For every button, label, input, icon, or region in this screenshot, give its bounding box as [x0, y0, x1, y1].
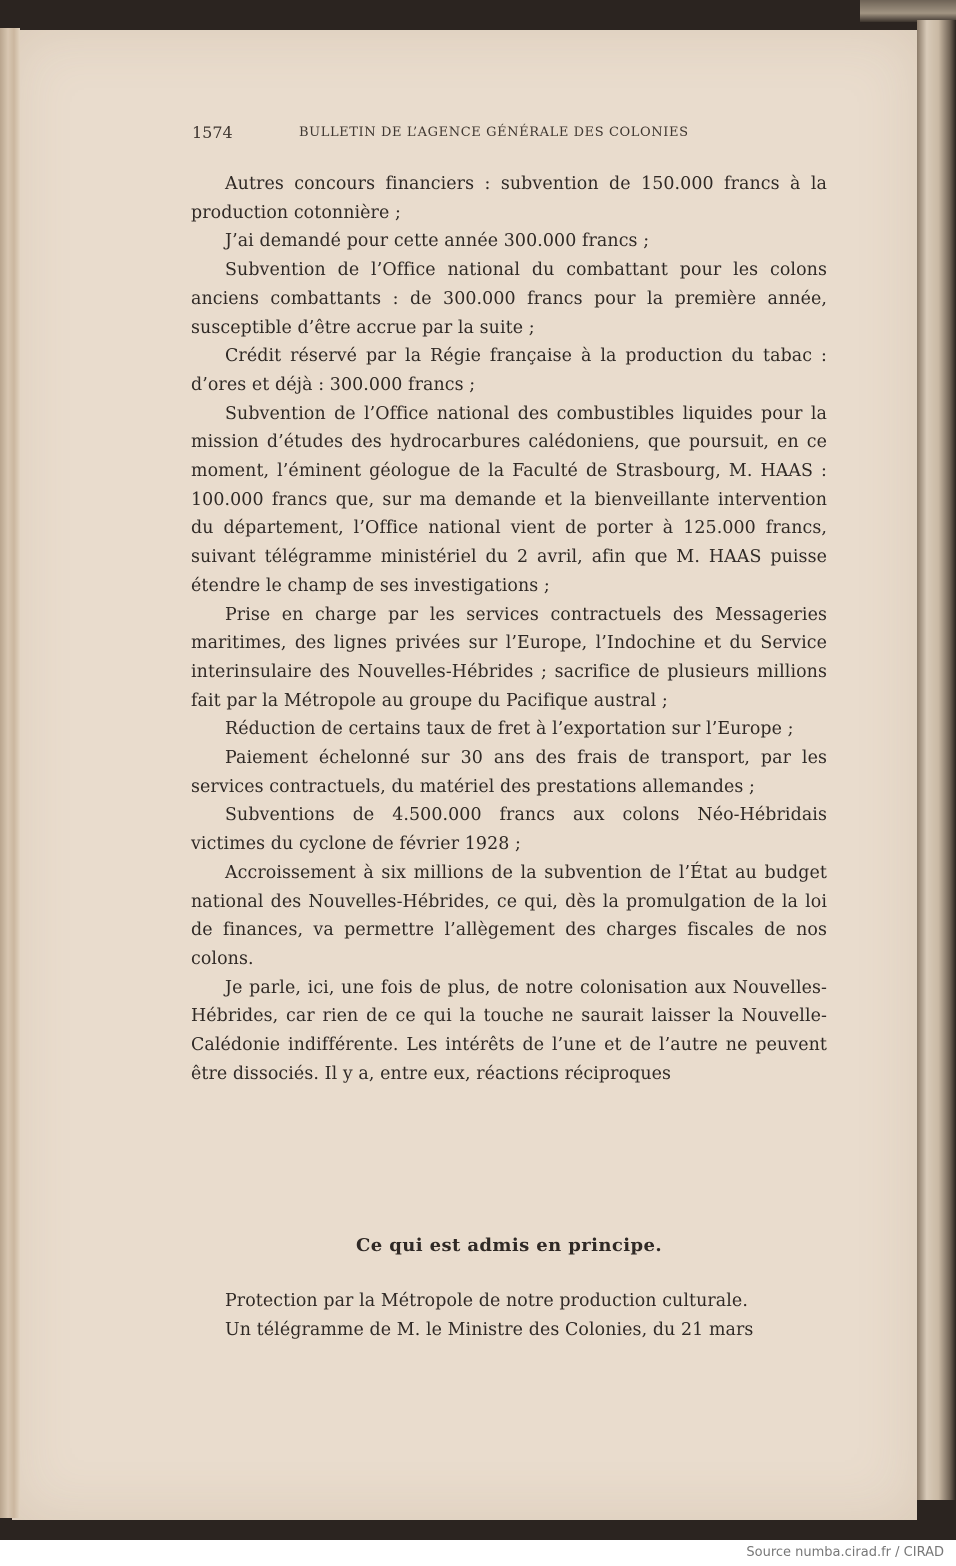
page-edge [0, 28, 20, 1518]
page-number: 1574 [192, 123, 233, 142]
book-top-edge [860, 0, 956, 22]
section-text [191, 1287, 827, 1345]
paragraph: Protection par la Métropole de notre production culturale. [225, 1291, 748, 1311]
paragraph: Un télégramme de M. le Ministre des Colonies, du 21 mars [225, 1320, 754, 1340]
paragraph: J’ai demandé pour cette année 300.000 francs ; [225, 231, 650, 252]
running-head [192, 123, 732, 145]
book-gutter [917, 20, 956, 1500]
footer-bar [0, 1540, 956, 1566]
paragraph: Subvention de l’Office national du combattant pour les colons anciens combattants : de 300.000 francs pour la première année, susceptible d’être accrue par la suite ; [191, 260, 827, 338]
paragraph: Je parle, ici, une fois de plus, de notre colonisation aux Nouvelles-Hébrides, car rien de ce qui la touche ne saurait laisser la Nouvelle-Calédonie indifférente. Les intérêts de l’une et de l’autre ne peuvent être dissociés. Il y a, entre eux, réactions réciproques [191, 977, 827, 1084]
paragraph: Réduction de certains taux de fret à l’exportation sur l’Europe ; [225, 719, 794, 740]
body-text [191, 170, 827, 1089]
running-title: BULLETIN DE L’AGENCE GÉNÉRALE DES COLONIES [299, 125, 689, 140]
paragraph: Autres concours financiers : subvention de 150.000 francs à la production cotonnière ; [191, 174, 827, 223]
paragraph: Paiement échelonné sur 30 ans des frais de transport, par les services contractuels, du matériel des prestations allemandes ; [191, 748, 827, 797]
paragraph: Subvention de l’Office national des combustibles liquides pour la mission d’études des hydrocarbures calédoniens, que poursuit, en ce moment, l’éminent géologue de la Faculté de Strasbourg, M. HAAS : 100.000 francs que, sur ma demande et la bienveillante intervention du département, l’Office national vient de porter à 125.000 francs, suivant télégramme ministériel du 2 avril, afin que M. HAAS puisse étendre le champ de ses investigations ; [191, 403, 827, 596]
paragraph: Subventions de 4.500.000 francs aux colons Néo-Hébridais victimes du cyclone de février 1928 ; [191, 805, 827, 855]
paragraph: Prise en charge par les services contractuels des Messageries maritimes, des lignes privées sur l’Europe, l’Indochine et du Service interinsulaire des Nouvelles-Hébrides ; sacrifice de plusieurs millions fait par la Métropole au groupe du Pacifique austral ; [191, 604, 827, 711]
paragraph: Accroissement à six millions de la subvention de l’État au budget national des Nouvelles-Hébrides, ce qui, dès la promulgation de la loi de finances, va permettre l’allègement des charges fiscales de nos colons. [191, 862, 827, 969]
source-credit: Source numba.cirad.fr / CIRAD [746, 1545, 944, 1560]
section-heading: Ce qui est admis en principe. [355, 1235, 663, 1256]
paragraph: Crédit réservé par la Régie française à la production du tabac : d’ores et déjà : 300.000 francs ; [191, 346, 827, 395]
